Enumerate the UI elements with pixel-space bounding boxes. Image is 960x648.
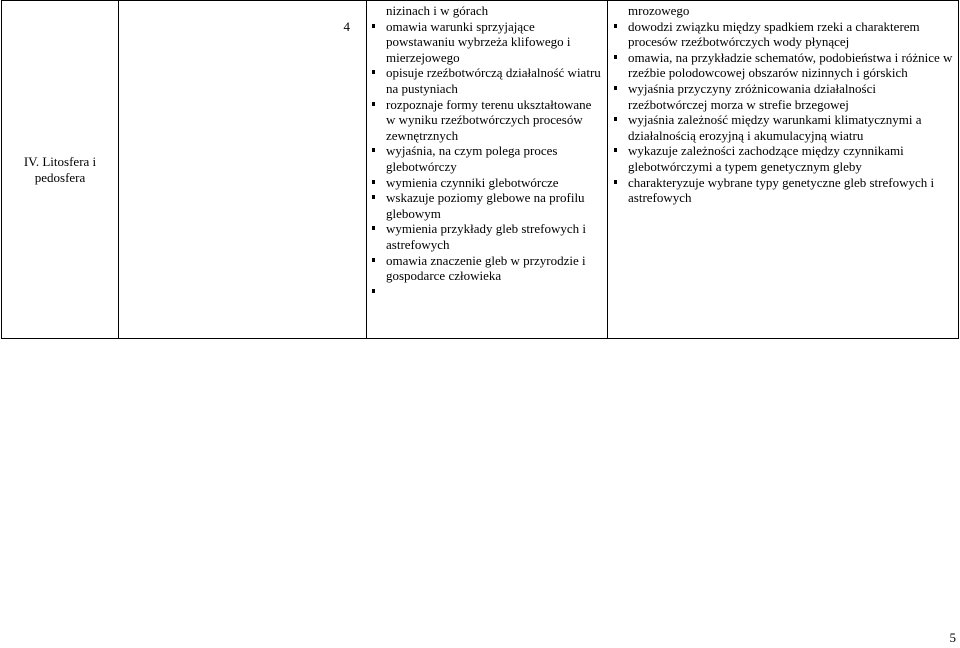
- list-item-text: wyjaśnia zależność między warunkami klimatycznymi a działalnością erozyjną i akumulacyjną wiatru: [628, 112, 922, 143]
- list-item-text: wykazuje zależności zachodzące między czynnikami glebotwórczymi a typem genetycznym gleby: [628, 143, 904, 174]
- topic-cell: [2, 1, 119, 339]
- bullet-icon: [614, 55, 617, 59]
- extended-requirements-cell: [608, 1, 959, 339]
- bullet-icon: [372, 24, 375, 28]
- grade-label: 4: [343, 19, 350, 34]
- list-item: [386, 175, 603, 191]
- list-item: [386, 143, 603, 174]
- list-item-text: rozpoznaje formy terenu ukształtowane w wyniku rzeźbotwórczych procesów zewnętrznych: [386, 96, 592, 143]
- bullet-icon: [614, 24, 617, 28]
- bullet-icon: [372, 258, 375, 262]
- list-item-text: wyjaśnia, na czym polega proces glebotwórczy: [386, 143, 558, 174]
- bullet-icon: [614, 180, 617, 184]
- extended-requirements-list: [628, 19, 954, 206]
- list-item-text: opisuje rzeźbotwórczą działalność wiatru na pustyniach: [386, 65, 601, 96]
- basic-requirements-list: [386, 19, 603, 284]
- bullet-icon: [372, 148, 375, 152]
- list-item: [628, 112, 954, 143]
- bullet-icon: [372, 226, 375, 230]
- list-item: [628, 19, 954, 50]
- topic-label: IV. Litosfera i pedosfera: [23, 153, 97, 185]
- bullet-icon: [614, 148, 617, 152]
- list-item-text: wymienia przykłady gleb strefowych i astrefowych: [386, 221, 586, 252]
- bullet-icon: [372, 70, 375, 74]
- bullet-icon: [372, 195, 375, 199]
- requirements-table: [1, 0, 959, 339]
- list-item-text: wskazuje poziomy glebowe na profilu glebowym: [386, 190, 585, 221]
- page-number: 5: [949, 630, 956, 645]
- list-item: [386, 19, 603, 66]
- bullet-icon: [372, 102, 375, 106]
- grade-cell: [119, 1, 367, 339]
- list-item-text: wyjaśnia przyczyny zróżnicowania działalności rzeźbotwórczej morza w strefie brzegowej: [628, 80, 876, 112]
- list-item-text: omawia warunki sprzyjające powstawaniu wybrzeża klifowego i mierzejowego: [386, 18, 571, 65]
- list-item: [628, 175, 954, 206]
- basic-continuation-text: nizinach i w górach: [386, 3, 489, 18]
- list-item-text: omawia znaczenie gleb w przyrodzie i gospodarce człowieka: [386, 252, 586, 284]
- bullet-icon: [614, 86, 617, 90]
- bullet-icon: [614, 117, 617, 121]
- list-item: [386, 65, 603, 96]
- list-item: [628, 50, 954, 81]
- list-item: [628, 81, 954, 112]
- extended-continuation-text: mrozowego: [628, 3, 690, 18]
- basic-requirements-cell: [367, 1, 608, 339]
- list-item: [386, 190, 603, 221]
- list-item-text: wymienia czynniki glebotwórcze: [386, 174, 559, 190]
- bullet-icon: [372, 180, 375, 184]
- list-item: [628, 143, 954, 174]
- bullet-icon: [372, 289, 375, 293]
- table-row: [2, 1, 959, 339]
- list-item: [386, 253, 603, 284]
- list-item: [386, 97, 603, 144]
- list-item-text: dowodzi związku między spadkiem rzeki a charakterem procesów rzeźbotwórczych wody płynącej: [628, 18, 920, 50]
- list-item: [386, 221, 603, 252]
- list-item-text: omawia, na przykładzie schematów, podobieństwa i różnice w rzeźbie polodowcowej obszarów nizinnych i górskich: [628, 49, 953, 81]
- list-item-text: charakteryzuje wybrane typy genetyczne gleb strefowych i astrefowych: [628, 174, 935, 206]
